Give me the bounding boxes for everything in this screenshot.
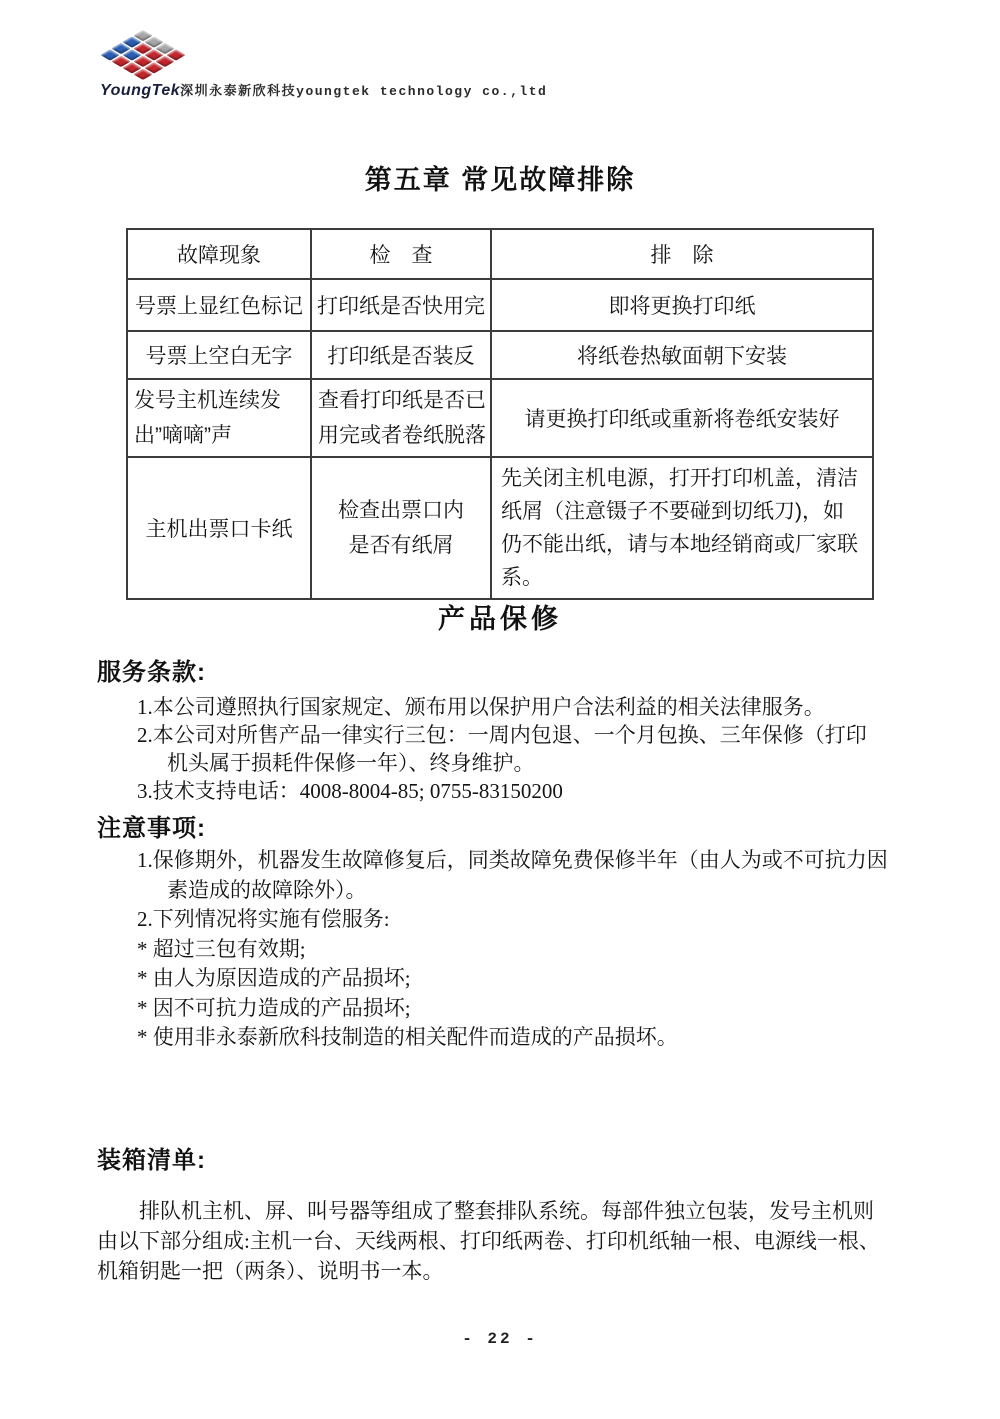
- logo-company-name: 深圳永泰新欣科技youngtek technology co.,ltd: [180, 84, 548, 99]
- page-number: - 22 -: [462, 1330, 538, 1348]
- table-row: [127, 379, 873, 457]
- table-cell-remedy: 将纸卷热敏面朝下安装: [491, 331, 873, 379]
- table-cell-remedy: 请更换打印纸或重新将卷纸安装好: [491, 379, 873, 457]
- packing-list-heading: 装箱清单:: [97, 1147, 206, 1174]
- table-row: [127, 331, 873, 379]
- table-cell-symptom: 号票上空白无字: [127, 331, 311, 379]
- table-header-remedy: 排 除: [491, 229, 873, 279]
- table-cell-remedy: 先关闭主机电源，打开打印机盖，清洁纸屑（注意镊子不要碰到切纸刀)，如仍不能出纸，请与本地经销商或厂家联系。: [491, 457, 873, 599]
- service-term-item: 3.技术支持电话：4008-8004-85; 0755-83150200: [137, 779, 563, 803]
- service-terms-list: [137, 693, 885, 805]
- note-item: * 由人为原因造成的产品损坏;: [137, 966, 411, 990]
- table-row: [127, 457, 873, 599]
- logo-text-line: [100, 80, 547, 100]
- packing-list-paragraph: 排队机主机、屏、叫号器等组成了整套排队系统。每部件独立包装，发号主机则由以下部分组成:主机一台、天线两根、打印纸两卷、打印机纸轴一根、电源线一根、机箱钥匙一把（两条）、说明书一本。: [97, 1199, 880, 1283]
- table-header-row: [127, 229, 873, 279]
- note-item: * 使用非永泰新欣科技制造的相关配件而造成的产品损坏。: [137, 1025, 678, 1049]
- troubleshooting-table: [126, 228, 874, 600]
- note-item: 2.下列情况将实施有偿服务:: [137, 907, 390, 931]
- table-cell-check: 查看打印纸是否已用完或者卷纸脱落: [311, 379, 491, 457]
- table-row: [127, 279, 873, 331]
- company-logo-icon: [100, 30, 185, 80]
- table-cell-symptom: 主机出票口卡纸: [127, 457, 311, 599]
- note-item: * 因不可抗力造成的产品损坏;: [137, 995, 411, 1020]
- chapter-title: 第五章 常见故障排除: [364, 165, 636, 195]
- table-cell-remedy: 即将更换打印纸: [491, 279, 873, 331]
- table-cell-check: 打印纸是否装反: [311, 331, 491, 379]
- notes-list: [137, 846, 893, 1053]
- table-header-check: 检 查: [311, 229, 491, 279]
- service-term-item: 2.本公司对所售产品一律实行三包：一周内包退、一个月包换、三年保修（打印机头属于损耗件保修一年）、终身维护。: [137, 723, 867, 775]
- table-cell-symptom: 号票上显红色标记: [127, 279, 311, 331]
- notes-heading: 注意事项:: [97, 815, 206, 842]
- logo-diamond-grid: [100, 30, 185, 80]
- logo-brand-name: YoungTek: [100, 82, 181, 99]
- service-term-item: 1.本公司遵照执行国家规定、颁布用以保护用户合法利益的相关法律服务。: [137, 695, 825, 719]
- table-header-symptom: 故障现象: [127, 229, 311, 279]
- note-item: * 超过三包有效期;: [137, 936, 306, 961]
- service-terms-heading: 服务条款:: [97, 659, 206, 686]
- note-item: 1.保修期外，机器发生故障修复后，同类故障免费保修半年（由人为或不可抗力因素造成的故障除外）。: [137, 848, 888, 902]
- table-cell-check: 检查出票口内是否有纸屑: [311, 457, 491, 599]
- warranty-title: 产品保修: [438, 604, 562, 634]
- table-cell-check: 打印纸是否快用完: [311, 279, 491, 331]
- table-cell-symptom: 发号主机连续发出”嘀嘀”声: [127, 379, 311, 457]
